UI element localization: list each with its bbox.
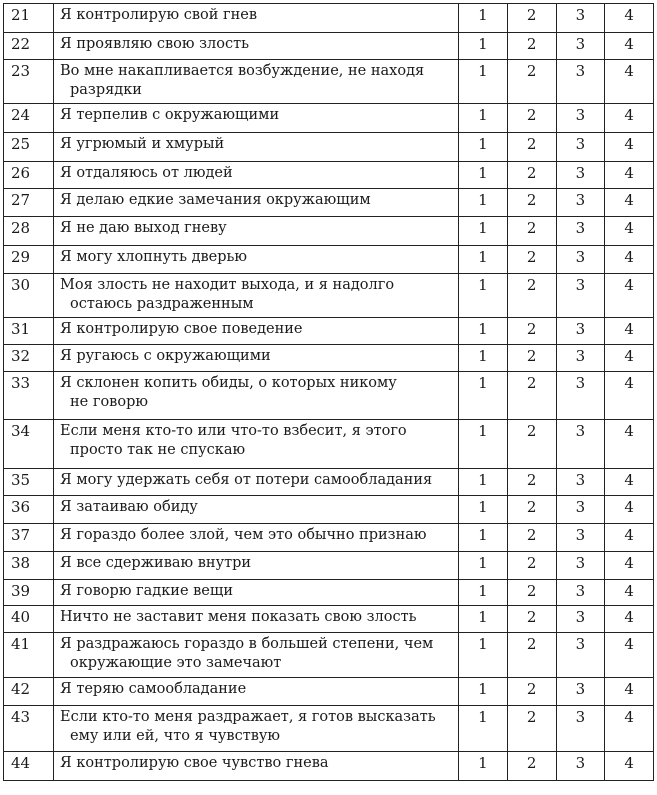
- rating-option-3[interactable]: 3: [556, 420, 605, 469]
- table-row: [4, 496, 654, 524]
- rating-option-1[interactable]: 1: [459, 345, 508, 372]
- rating-option-3[interactable]: 3: [556, 246, 605, 274]
- item-statement: [60, 35, 452, 54]
- item-number: 34: [4, 420, 54, 469]
- item-number: 43: [4, 706, 54, 752]
- table-row: [4, 345, 654, 372]
- item-statement-line: Я контролирую свое поведение: [60, 321, 303, 337]
- rating-option-1[interactable]: 1: [459, 274, 508, 318]
- item-statement-line: Я терпелив с окружающими: [60, 107, 280, 123]
- item-statement-cell: [54, 345, 459, 372]
- rating-option-4[interactable]: 4: [605, 104, 654, 133]
- item-statement: [60, 680, 452, 699]
- rating-option-3[interactable]: 3: [556, 4, 605, 33]
- item-statement: [60, 347, 452, 366]
- item-statement: [60, 708, 452, 746]
- item-statement-line: Я отдаляюсь от людей: [60, 165, 233, 181]
- item-number: 42: [4, 678, 54, 706]
- rating-option-1[interactable]: 1: [459, 318, 508, 345]
- item-statement-line: Моя злость не находит выхода, и я надолго: [60, 277, 395, 293]
- rating-option-2[interactable]: 2: [507, 524, 556, 552]
- rating-option-3[interactable]: 3: [556, 104, 605, 133]
- rating-option-1[interactable]: 1: [459, 606, 508, 633]
- rating-option-1[interactable]: 1: [459, 678, 508, 706]
- item-statement: [60, 754, 452, 773]
- rating-option-3[interactable]: 3: [556, 345, 605, 372]
- item-number: 25: [4, 133, 54, 162]
- item-statement: [60, 320, 452, 339]
- table-row: [4, 246, 654, 274]
- table-row: [4, 189, 654, 217]
- item-statement-cell: [54, 60, 459, 104]
- rating-option-4[interactable]: 4: [605, 496, 654, 524]
- item-statement-continuation: просто так не спускаю: [70, 442, 246, 458]
- rating-option-3[interactable]: 3: [556, 274, 605, 318]
- item-statement-cell: [54, 552, 459, 580]
- item-statement-line: Ничто не заставит меня показать свою злость: [60, 609, 417, 625]
- rating-option-2[interactable]: 2: [507, 552, 556, 580]
- rating-option-4[interactable]: 4: [605, 552, 654, 580]
- rating-option-2[interactable]: 2: [507, 162, 556, 189]
- rating-option-3[interactable]: 3: [556, 60, 605, 104]
- item-statement-cell: [54, 189, 459, 217]
- item-number: 39: [4, 580, 54, 606]
- rating-option-2[interactable]: 2: [507, 189, 556, 217]
- rating-option-2[interactable]: 2: [507, 752, 556, 781]
- item-statement-cell: [54, 580, 459, 606]
- rating-option-4[interactable]: 4: [605, 217, 654, 246]
- rating-option-3[interactable]: 3: [556, 752, 605, 781]
- table-row: [4, 552, 654, 580]
- table-row: [4, 217, 654, 246]
- item-number: 32: [4, 345, 54, 372]
- item-statement-continuation: не говорю: [70, 394, 148, 410]
- item-statement-cell: [54, 104, 459, 133]
- item-statement-cell: [54, 496, 459, 524]
- rating-option-3[interactable]: 3: [556, 552, 605, 580]
- item-statement-line: Если меня кто-то или что-то взбесит, я этого: [60, 423, 407, 439]
- item-number: 29: [4, 246, 54, 274]
- item-statement: [60, 498, 452, 517]
- item-statement-cell: [54, 217, 459, 246]
- rating-option-4[interactable]: 4: [605, 189, 654, 217]
- rating-option-4[interactable]: 4: [605, 469, 654, 496]
- rating-option-4[interactable]: 4: [605, 633, 654, 678]
- rating-option-2[interactable]: 2: [507, 469, 556, 496]
- rating-option-2[interactable]: 2: [507, 4, 556, 33]
- table-row: [4, 372, 654, 420]
- item-statement-line: Я проявляю свою злость: [60, 36, 250, 52]
- table-row: [4, 606, 654, 633]
- item-number: 24: [4, 104, 54, 133]
- rating-option-1[interactable]: 1: [459, 4, 508, 33]
- item-number: 33: [4, 372, 54, 420]
- item-statement: [60, 608, 452, 627]
- table-row: [4, 133, 654, 162]
- rating-option-4[interactable]: 4: [605, 274, 654, 318]
- table-row: [4, 420, 654, 469]
- rating-option-4[interactable]: 4: [605, 420, 654, 469]
- item-number: 40: [4, 606, 54, 633]
- table-row: [4, 60, 654, 104]
- item-statement-cell: [54, 318, 459, 345]
- rating-option-3[interactable]: 3: [556, 318, 605, 345]
- item-number: 27: [4, 189, 54, 217]
- rating-option-3[interactable]: 3: [556, 678, 605, 706]
- rating-option-2[interactable]: 2: [507, 104, 556, 133]
- rating-option-1[interactable]: 1: [459, 469, 508, 496]
- item-statement: [60, 164, 452, 183]
- item-number: 37: [4, 524, 54, 552]
- item-number: 28: [4, 217, 54, 246]
- item-number: 41: [4, 633, 54, 678]
- rating-option-4[interactable]: 4: [605, 4, 654, 33]
- rating-option-1[interactable]: 1: [459, 752, 508, 781]
- item-number: 26: [4, 162, 54, 189]
- rating-option-2[interactable]: 2: [507, 217, 556, 246]
- rating-option-4[interactable]: 4: [605, 372, 654, 420]
- item-statement: [60, 219, 452, 238]
- item-statement: [60, 248, 452, 267]
- item-statement: [60, 422, 452, 460]
- item-statement-continuation: окружающие это замечают: [70, 655, 282, 671]
- item-statement-cell: [54, 33, 459, 60]
- rating-option-3[interactable]: 3: [556, 189, 605, 217]
- rating-option-1[interactable]: 1: [459, 133, 508, 162]
- questionnaire-rows: [4, 4, 654, 781]
- rating-option-4[interactable]: 4: [605, 524, 654, 552]
- rating-option-2[interactable]: 2: [507, 420, 556, 469]
- item-number: 21: [4, 4, 54, 33]
- item-statement-cell: [54, 372, 459, 420]
- item-number: 38: [4, 552, 54, 580]
- rating-option-1[interactable]: 1: [459, 217, 508, 246]
- item-statement-line: Я все сдерживаю внутри: [60, 555, 252, 571]
- rating-option-1[interactable]: 1: [459, 524, 508, 552]
- rating-option-1[interactable]: 1: [459, 496, 508, 524]
- item-statement: [60, 554, 452, 573]
- table-row: [4, 274, 654, 318]
- item-statement-cell: [54, 162, 459, 189]
- item-statement-line: Я могу хлопнуть дверью: [60, 249, 248, 265]
- rating-option-2[interactable]: 2: [507, 706, 556, 752]
- rating-option-2[interactable]: 2: [507, 318, 556, 345]
- item-statement: [60, 62, 452, 100]
- item-number: 23: [4, 60, 54, 104]
- rating-option-4[interactable]: 4: [605, 580, 654, 606]
- item-statement-cell: [54, 706, 459, 752]
- item-statement-line: Я теряю самообладание: [60, 681, 247, 697]
- rating-option-1[interactable]: 1: [459, 372, 508, 420]
- item-statement-line: Во мне накапливается возбуждение, не находя: [60, 63, 425, 79]
- rating-option-3[interactable]: 3: [556, 162, 605, 189]
- rating-option-2[interactable]: 2: [507, 133, 556, 162]
- item-statement-line: Я раздражаюсь гораздо в большей степени, чем: [60, 636, 434, 652]
- item-statement: [60, 106, 452, 125]
- item-number: 22: [4, 33, 54, 60]
- rating-option-4[interactable]: 4: [605, 318, 654, 345]
- rating-option-2[interactable]: 2: [507, 372, 556, 420]
- rating-option-1[interactable]: 1: [459, 189, 508, 217]
- item-statement-cell: [54, 606, 459, 633]
- item-number: 44: [4, 752, 54, 781]
- rating-option-3[interactable]: 3: [556, 33, 605, 60]
- rating-option-1[interactable]: 1: [459, 552, 508, 580]
- item-statement: [60, 635, 452, 673]
- rating-option-2[interactable]: 2: [507, 345, 556, 372]
- item-statement-line: Я контролирую свое чувство гнева: [60, 755, 329, 771]
- table-row: [4, 162, 654, 189]
- item-statement-cell: [54, 420, 459, 469]
- item-statement-cell: [54, 133, 459, 162]
- item-statement: [60, 582, 452, 601]
- item-statement: [60, 526, 452, 545]
- rating-option-3[interactable]: 3: [556, 133, 605, 162]
- rating-option-2[interactable]: 2: [507, 678, 556, 706]
- item-statement: [60, 135, 452, 154]
- item-statement-cell: [54, 246, 459, 274]
- rating-option-3[interactable]: 3: [556, 469, 605, 496]
- rating-option-1[interactable]: 1: [459, 633, 508, 678]
- rating-option-2[interactable]: 2: [507, 606, 556, 633]
- rating-option-3[interactable]: 3: [556, 496, 605, 524]
- rating-option-4[interactable]: 4: [605, 33, 654, 60]
- item-number: 35: [4, 469, 54, 496]
- item-statement-continuation: остаюсь раздраженным: [70, 296, 254, 312]
- rating-option-2[interactable]: 2: [507, 496, 556, 524]
- table-row: [4, 633, 654, 678]
- rating-option-1[interactable]: 1: [459, 33, 508, 60]
- rating-option-2[interactable]: 2: [507, 633, 556, 678]
- rating-option-3[interactable]: 3: [556, 217, 605, 246]
- item-statement-line: Я контролирую свой гнев: [60, 7, 258, 23]
- item-statement: [60, 374, 452, 412]
- table-row: [4, 4, 654, 33]
- questionnaire-table: [3, 3, 654, 781]
- item-statement-line: Я говорю гадкие вещи: [60, 583, 234, 599]
- item-statement-cell: [54, 752, 459, 781]
- item-statement-cell: [54, 633, 459, 678]
- rating-option-3[interactable]: 3: [556, 633, 605, 678]
- item-statement: [60, 276, 452, 314]
- item-statement: [60, 471, 452, 490]
- rating-option-3[interactable]: 3: [556, 606, 605, 633]
- item-statement-continuation: разрядки: [70, 82, 142, 98]
- rating-option-3[interactable]: 3: [556, 580, 605, 606]
- rating-option-4[interactable]: 4: [605, 60, 654, 104]
- item-statement-line: Если кто-то меня раздражает, я готов высказать: [60, 709, 436, 725]
- rating-option-4[interactable]: 4: [605, 678, 654, 706]
- rating-option-1[interactable]: 1: [459, 104, 508, 133]
- rating-option-1[interactable]: 1: [459, 580, 508, 606]
- table-row: [4, 706, 654, 752]
- table-row: [4, 33, 654, 60]
- item-statement-line: Я ругаюсь с окружающими: [60, 348, 271, 364]
- item-statement-line: Я делаю едкие замечания окружающим: [60, 192, 371, 208]
- item-statement: [60, 191, 452, 210]
- item-statement-line: Я угрюмый и хмурый: [60, 136, 225, 152]
- rating-option-3[interactable]: 3: [556, 524, 605, 552]
- rating-option-1[interactable]: 1: [459, 706, 508, 752]
- rating-option-4[interactable]: 4: [605, 162, 654, 189]
- table-row: [4, 104, 654, 133]
- item-statement-line: Я не даю выход гневу: [60, 220, 227, 236]
- rating-option-4[interactable]: 4: [605, 706, 654, 752]
- item-statement-cell: [54, 524, 459, 552]
- table-row: [4, 318, 654, 345]
- rating-option-3[interactable]: 3: [556, 706, 605, 752]
- rating-option-4[interactable]: 4: [605, 345, 654, 372]
- item-statement-cell: [54, 469, 459, 496]
- rating-option-4[interactable]: 4: [605, 752, 654, 781]
- table-row: [4, 524, 654, 552]
- rating-option-1[interactable]: 1: [459, 162, 508, 189]
- rating-option-4[interactable]: 4: [605, 133, 654, 162]
- item-number: 36: [4, 496, 54, 524]
- item-statement: [60, 6, 452, 25]
- rating-option-2[interactable]: 2: [507, 274, 556, 318]
- table-row: [4, 752, 654, 781]
- table-row: [4, 469, 654, 496]
- item-statement-line: Я могу удержать себя от потери самообладания: [60, 472, 433, 488]
- item-statement-cell: [54, 678, 459, 706]
- item-number: 31: [4, 318, 54, 345]
- rating-option-1[interactable]: 1: [459, 246, 508, 274]
- rating-option-2[interactable]: 2: [507, 580, 556, 606]
- rating-option-1[interactable]: 1: [459, 60, 508, 104]
- table-row: [4, 678, 654, 706]
- item-statement-line: Я затаиваю обиду: [60, 499, 198, 515]
- rating-option-3[interactable]: 3: [556, 372, 605, 420]
- item-statement-cell: [54, 4, 459, 33]
- rating-option-4[interactable]: 4: [605, 246, 654, 274]
- item-statement-line: Я гораздо более злой, чем это обычно признаю: [60, 527, 427, 543]
- rating-option-2[interactable]: 2: [507, 60, 556, 104]
- table-row: [4, 580, 654, 606]
- item-number: 30: [4, 274, 54, 318]
- rating-option-2[interactable]: 2: [507, 33, 556, 60]
- item-statement-line: Я склонен копить обиды, о которых никому: [60, 375, 397, 391]
- rating-option-4[interactable]: 4: [605, 606, 654, 633]
- item-statement-cell: [54, 274, 459, 318]
- rating-option-2[interactable]: 2: [507, 246, 556, 274]
- rating-option-1[interactable]: 1: [459, 420, 508, 469]
- item-statement-continuation: ему или ей, что я чувствую: [70, 728, 281, 744]
